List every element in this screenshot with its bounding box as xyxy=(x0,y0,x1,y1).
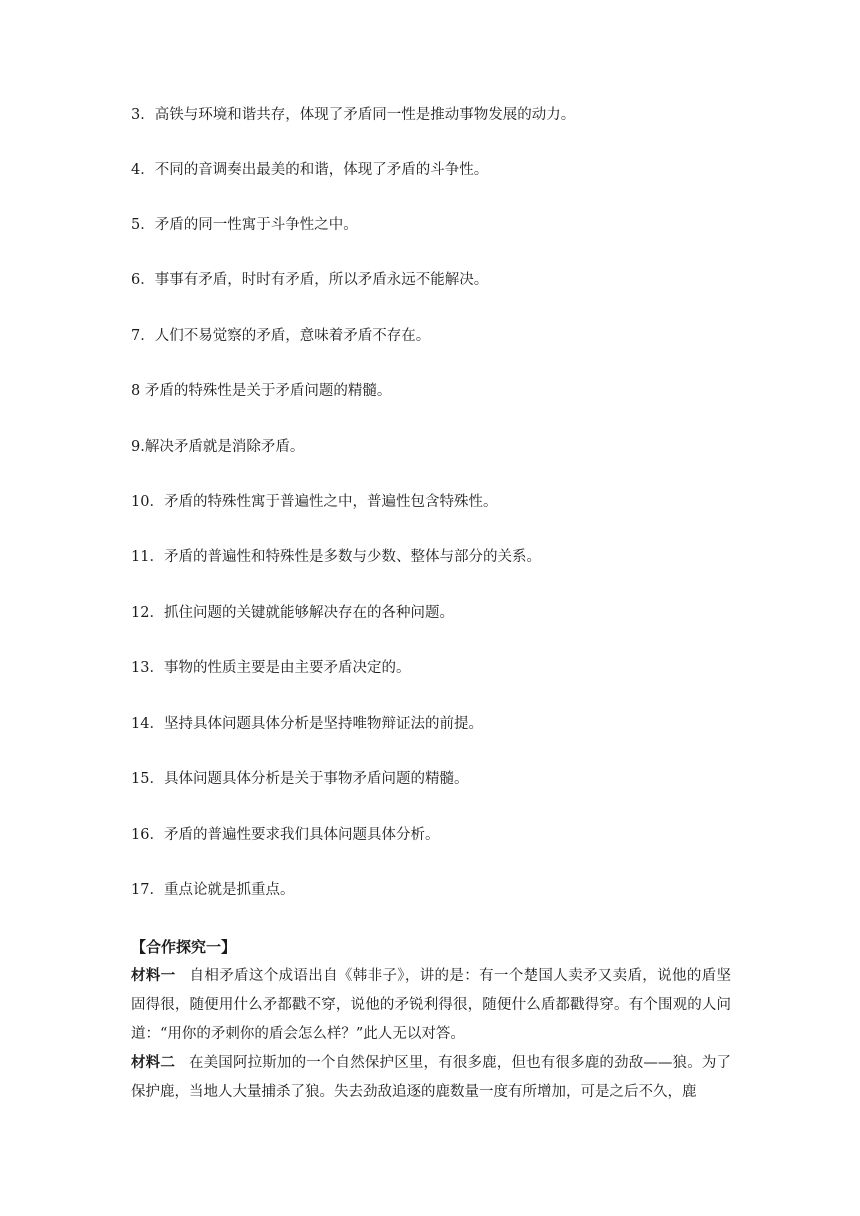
statement-11: 11．矛盾的普遍性和特殊性是多数与少数、整体与部分的关系。 xyxy=(131,549,541,565)
material-1 xyxy=(131,962,731,1049)
statement-7: 7．人们不易觉察的矛盾，意味着矛盾不存在。 xyxy=(131,328,431,344)
material-text: 在美国阿拉斯加的一个自然保护区里，有很多鹿，但也有很多鹿的劲敌——狼。为了保护鹿，当地人大量捕杀了狼。失去劲敌追逐的鹿数量一度有所增加，可是之后不久，鹿 xyxy=(131,1055,732,1100)
statement-14: 14．坚持具体问题具体分析是坚持唯物辩证法的前提。 xyxy=(131,716,483,732)
statement-10: 10．矛盾的特殊性寓于普遍性之中，普遍性包含特殊性。 xyxy=(131,494,498,510)
statement-16: 16．矛盾的普遍性要求我们具体问题具体分析。 xyxy=(131,827,440,843)
statement-12: 12．抓住问题的关键就能够解决存在的各种问题。 xyxy=(131,605,454,621)
material-2 xyxy=(131,1049,731,1107)
statement-5: 5．矛盾的同一性寓于斗争性之中。 xyxy=(131,217,358,233)
material-label: 材料二 xyxy=(131,1055,175,1071)
statement-17: 17．重点论就是抓重点。 xyxy=(131,882,295,898)
material-text: 自相矛盾这个成语出自《韩非子》，讲的是：有一个楚国人卖矛又卖盾，说他的盾坚固得很，随便用什么矛都戳不穿，说他的矛锐利得很，随便什么盾都戳得穿。有个围观的人问道：“用你的矛刺你的盾会怎么样？”此人无以对答。 xyxy=(131,968,732,1042)
statement-4: 4．不同的音调奏出最美的和谐，体现了矛盾的斗争性。 xyxy=(131,162,489,178)
statement-3: 3．高铁与环境和谐共存，体现了矛盾同一性是推动事物发展的动力。 xyxy=(131,107,576,123)
section-title: 【合作探究一】 xyxy=(131,938,237,956)
statement-9: 9.解决矛盾就是消除矛盾。 xyxy=(131,439,305,455)
statement-6: 6．事事有矛盾，时时有矛盾，所以矛盾永远不能解决。 xyxy=(131,272,489,288)
statement-8: 8 矛盾的特殊性是关于矛盾问题的精髓。 xyxy=(131,383,392,399)
statement-13: 13．事物的性质主要是由主要矛盾决定的。 xyxy=(131,660,411,676)
statement-15: 15．具体问题具体分析是关于事物矛盾问题的精髓。 xyxy=(131,771,469,787)
material-label: 材料一 xyxy=(131,968,176,984)
